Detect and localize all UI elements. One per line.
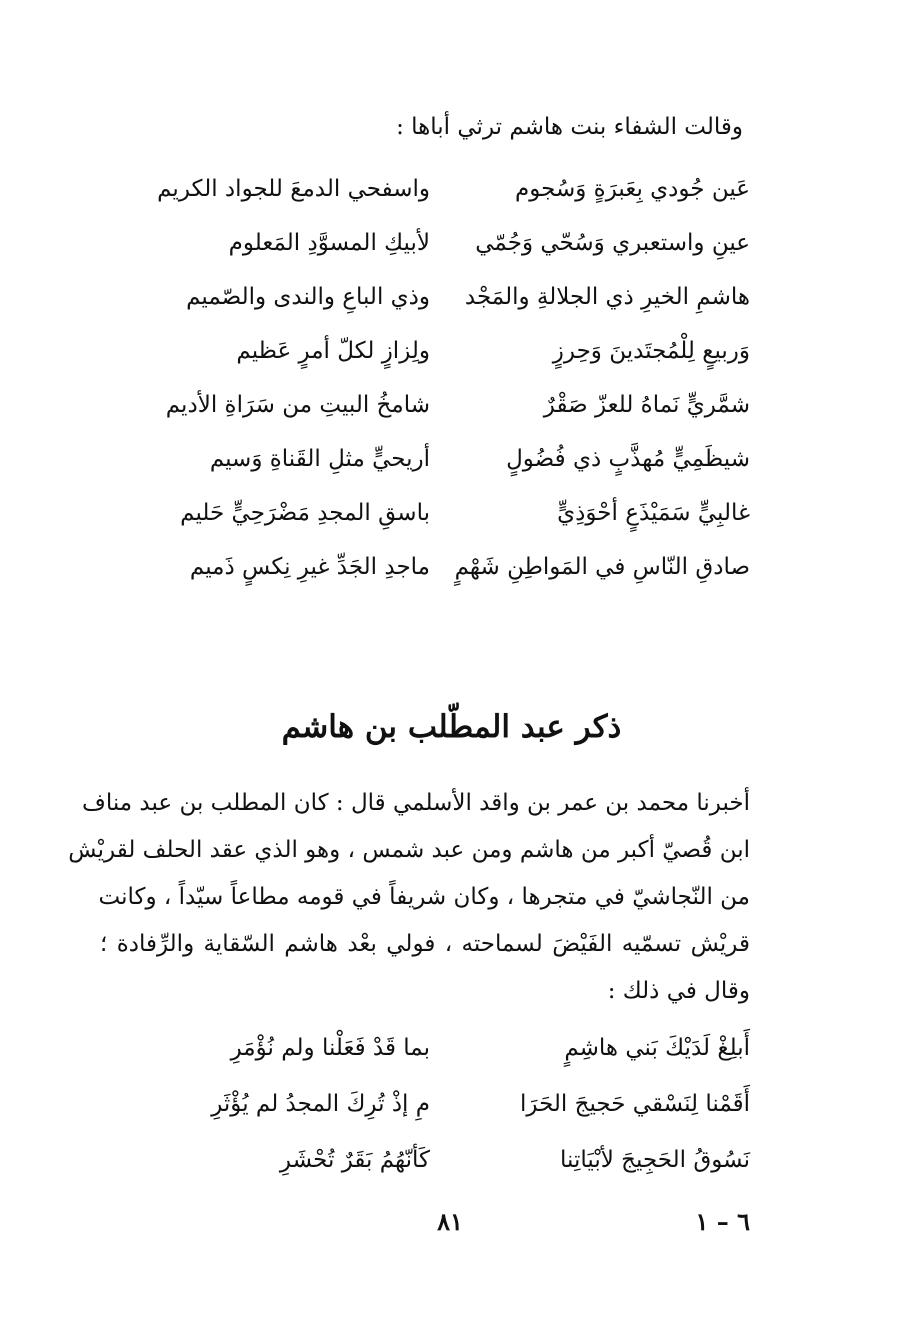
first-hemistich: وَربيعٍ لِلْمُجتَدينَ وَحِرزٍ	[552, 338, 750, 364]
second-hemistich: شامخُ البيتِ من سَرَاةِ الأديم	[165, 392, 430, 418]
second-hemistich: ولِزازٍ لكلّ أمرٍ عَظيم	[236, 338, 430, 364]
verse	[150, 328, 750, 382]
second-hemistich: لأبيكِ المسوَّدِ المَعلوم	[228, 230, 430, 256]
prose-line: ابن قُصيّ أكبر من هاشم ومن عبد شمس ، وهو الذي عقد الحلف لقريْش	[68, 837, 750, 863]
signature-mark: ٦ – ١	[695, 1207, 750, 1236]
second-hemistich: باسقِ المجدِ مَضْرَحِيٍّ حَليم	[180, 500, 430, 526]
prose-line: وقال في ذلك :	[607, 978, 750, 1004]
first-hemistich: عَين جُودي بِعَبرَةٍ وَسُجوم	[515, 176, 750, 202]
second-hemistich: كَأنّهُمُ بَقَرٌ تُحْشَرِ	[279, 1147, 430, 1173]
first-hemistich: نَسُوقُ الحَجِيجَ لأبْيَاتِنا	[560, 1147, 750, 1173]
second-hemistich: ماجدِ الجَدِّ غيرِ نِكسٍ ذَميم	[189, 554, 430, 580]
second-hemistich: بما قَدْ فَعَلْنا ولم نُؤْمَرِ	[230, 1035, 430, 1061]
first-hemistich: هاشمِ الخيرِ ذي الجلالةِ والمَجْد	[464, 284, 750, 310]
second-hemistich: وذي الباعِ والندى والصّميم	[186, 284, 430, 310]
prose-line: قريْش تسمّيه الفَيْضَ لسماحته ، فولي بعْد هاشم السّقاية والرِّفادة ؛	[100, 931, 750, 957]
verse	[150, 1081, 750, 1137]
second-hemistich: أريحيٍّ مثلِ القَناةِ وَسيم	[209, 446, 430, 472]
first-hemistich: أَقَمْنا لِنَسْقي حَجيجَ الحَرَا	[519, 1091, 750, 1117]
verse	[150, 1137, 750, 1193]
verse	[150, 1025, 750, 1081]
prose-paragraph	[68, 780, 750, 1015]
elegy-poem	[150, 166, 750, 598]
first-hemistich: غالبِيٍّ سَمَيْذَعٍ أحْوَذِيٍّ	[557, 500, 750, 526]
page-number: ٨١	[437, 1207, 463, 1236]
second-hemistich: واسفحي الدمعَ للجواد الكريم	[157, 176, 430, 202]
verse	[150, 274, 750, 328]
first-hemistich: شيظَمِيٍّ مُهذَّبٍ ذي فُضُولٍ	[506, 446, 750, 472]
verse	[150, 166, 750, 220]
prose-line: أخبرنا محمد بن عمر بن واقد الأسلمي قال : كان المطلب بن عبد مناف	[81, 790, 750, 816]
verse-poem	[150, 1025, 750, 1193]
verse	[150, 436, 750, 490]
second-hemistich: مِ إذْ تُرِكَ المجدُ لم يُؤْثَرِ	[211, 1091, 430, 1117]
first-hemistich: شمَّريٍّ نَماهُ للعزّ صَقْرٌ	[543, 392, 750, 418]
poem-introduction: وقالت الشفاء بنت هاشم ترثي أباها :	[396, 114, 743, 140]
first-hemistich: عينِ واستعبري وَسُحّي وَجُمّي	[475, 230, 750, 256]
verse	[150, 544, 750, 598]
prose-line: من النّجاشيّ في متجرها ، وكان شريفاً في قومه مطاعاً سيّداً ، وكانت	[98, 884, 750, 910]
verse	[150, 220, 750, 274]
page-footer	[150, 1202, 750, 1242]
verse	[150, 490, 750, 544]
verse	[150, 382, 750, 436]
first-hemistich: صادقِ النّاسِ في المَواطِنِ شَهْمٍ	[454, 554, 750, 580]
first-hemistich: أَبلِغْ لَدَيْكَ بَني هاشِمٍ	[564, 1035, 750, 1061]
chapter-title: ذكر عبد المطّلب بن هاشم	[281, 708, 622, 745]
